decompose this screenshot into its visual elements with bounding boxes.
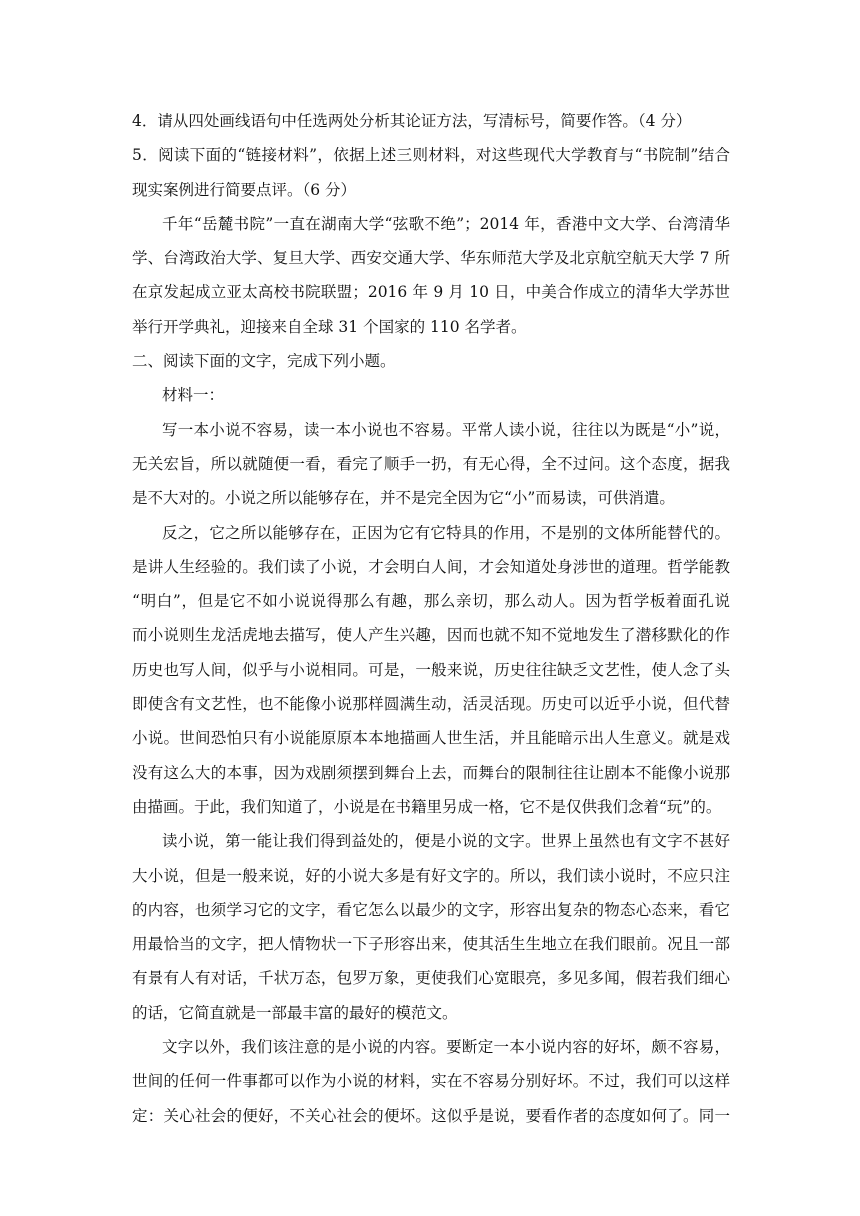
link-material-line: 在京发起成立亚太高校书院联盟；2016 年 9 月 10 日，中美合作成立的清华大学苏世 — [132, 283, 730, 302]
paragraph-line: 有景有人有对话，千状万态，包罗万象，更使我们心宽眼亮，多见多闻，假若我们细心 — [132, 969, 730, 988]
paragraph-line: 是不大对的。小说之所以能够存在，并不是完全因为它“小”而易读，可供消遣。 — [132, 489, 675, 508]
paragraph-line: 历史也写人间，似乎与小说相同。可是，一般来说，历史往往缺乏文艺性，使人念了头 — [132, 660, 730, 679]
paragraph-line: 世间的任何一件事都可以作为小说的材料，实在不容易分别好坏。不过，我们可以这样 — [132, 1072, 730, 1091]
paragraph-line: 即使含有文艺性，也不能像小说那样圆满生动，活灵活现。历史可以近乎小说，但代替 — [132, 695, 730, 714]
document-page — [132, 104, 730, 1133]
paragraph-line: “明白”，但是它不如小说说得那么有趣，那么亲切，那么动人。因为哲学板着面孔说 — [132, 592, 730, 611]
paragraph-line: 反之，它之所以能够存在，正因为它有它特具的作用，不是别的文体所能替代的。 — [162, 523, 730, 542]
link-material-line: 千年“岳麓书院”一直在湖南大学“弦歌不绝”；2014 年，香港中文大学、台湾清华 — [162, 214, 730, 233]
section-2-heading: 二、阅读下面的文字，完成下列小题。 — [132, 352, 396, 371]
link-material-line: 举行开学典礼，迎接来自全球 31 个国家的 110 名学者。 — [132, 317, 527, 336]
paragraph-line: 写一本小说不容易，读一本小说也不容易。平常人读小说，往往以为既是“小”说， — [162, 420, 730, 439]
paragraph-line: 定：关心社会的便好，不关心社会的便坏。这似乎是说，要看作者的态度如何了。同一 — [132, 1106, 730, 1125]
paragraph-line: 大小说，但是一般来说，好的小说大多是有好文字的。所以，我们读小说时，不应只注 — [132, 866, 730, 885]
link-material-line: 学、台湾政治大学、复旦大学、西安交通大学、华东师范大学及北京航空航天大学 7 所 — [132, 249, 730, 268]
paragraph-line: 文字以外，我们该注意的是小说的内容。要断定一本小说内容的好坏，颇不容易， — [162, 1038, 730, 1057]
question-4: 4．请从四处画线语句中任选两处分析其论证方法，写清标号，简要作答。（4 分） — [132, 112, 692, 130]
paragraph-line: 小说。世间恐怕只有小说能原原本本地描画人世生活，并且能暗示出人生意义。就是戏 — [132, 729, 730, 748]
paragraph-line: 的话，它简直就是一部最丰富的最好的模范文。 — [132, 1003, 458, 1022]
paragraph-line: 读小说，第一能让我们得到益处的，便是小说的文字。世界上虽然也有文字不甚好 — [162, 832, 730, 851]
paragraph-line: 没有这么大的本事，因为戏剧须摆到舞台上去，而舞台的限制往往让剧本不能像小说那 — [132, 763, 730, 782]
paragraph-line: 无关宏旨，所以就随便一看，看完了顺手一扔，有无心得，全不过问。这个态度，据我 — [132, 454, 730, 473]
question-5-line-2: 现实案例进行简要点评。（6 分） — [132, 180, 357, 199]
paragraph-line: 而小说则生龙活虎地去描写，使人产生兴趣，因而也就不知不觉地发生了潜移默化的作 — [132, 626, 730, 645]
paragraph-line: 的内容，也须学习它的文字，看它怎么以最少的文字，形容出复杂的物态心态来，看它 — [132, 900, 730, 919]
paragraph-line: 用最恰当的文字，把人情物状一下子形容出来，使其活生生地立在我们眼前。况且一部 — [132, 935, 730, 954]
material-label: 材料一： — [162, 386, 225, 405]
question-5-line-1: 5．阅读下面的“链接材料”，依据上述三则材料，对这些现代大学教育与“书院制”结合 — [132, 146, 730, 165]
paragraph-line: 由描画。于此，我们知道了，小说是在书籍里另成一格，它不是仅供我们念着“玩”的。 — [132, 797, 722, 816]
paragraph-line: 是讲人生经验的。我们读了小说，才会明白人间，才会知道处身涉世的道理。哲学能教 — [132, 557, 730, 576]
